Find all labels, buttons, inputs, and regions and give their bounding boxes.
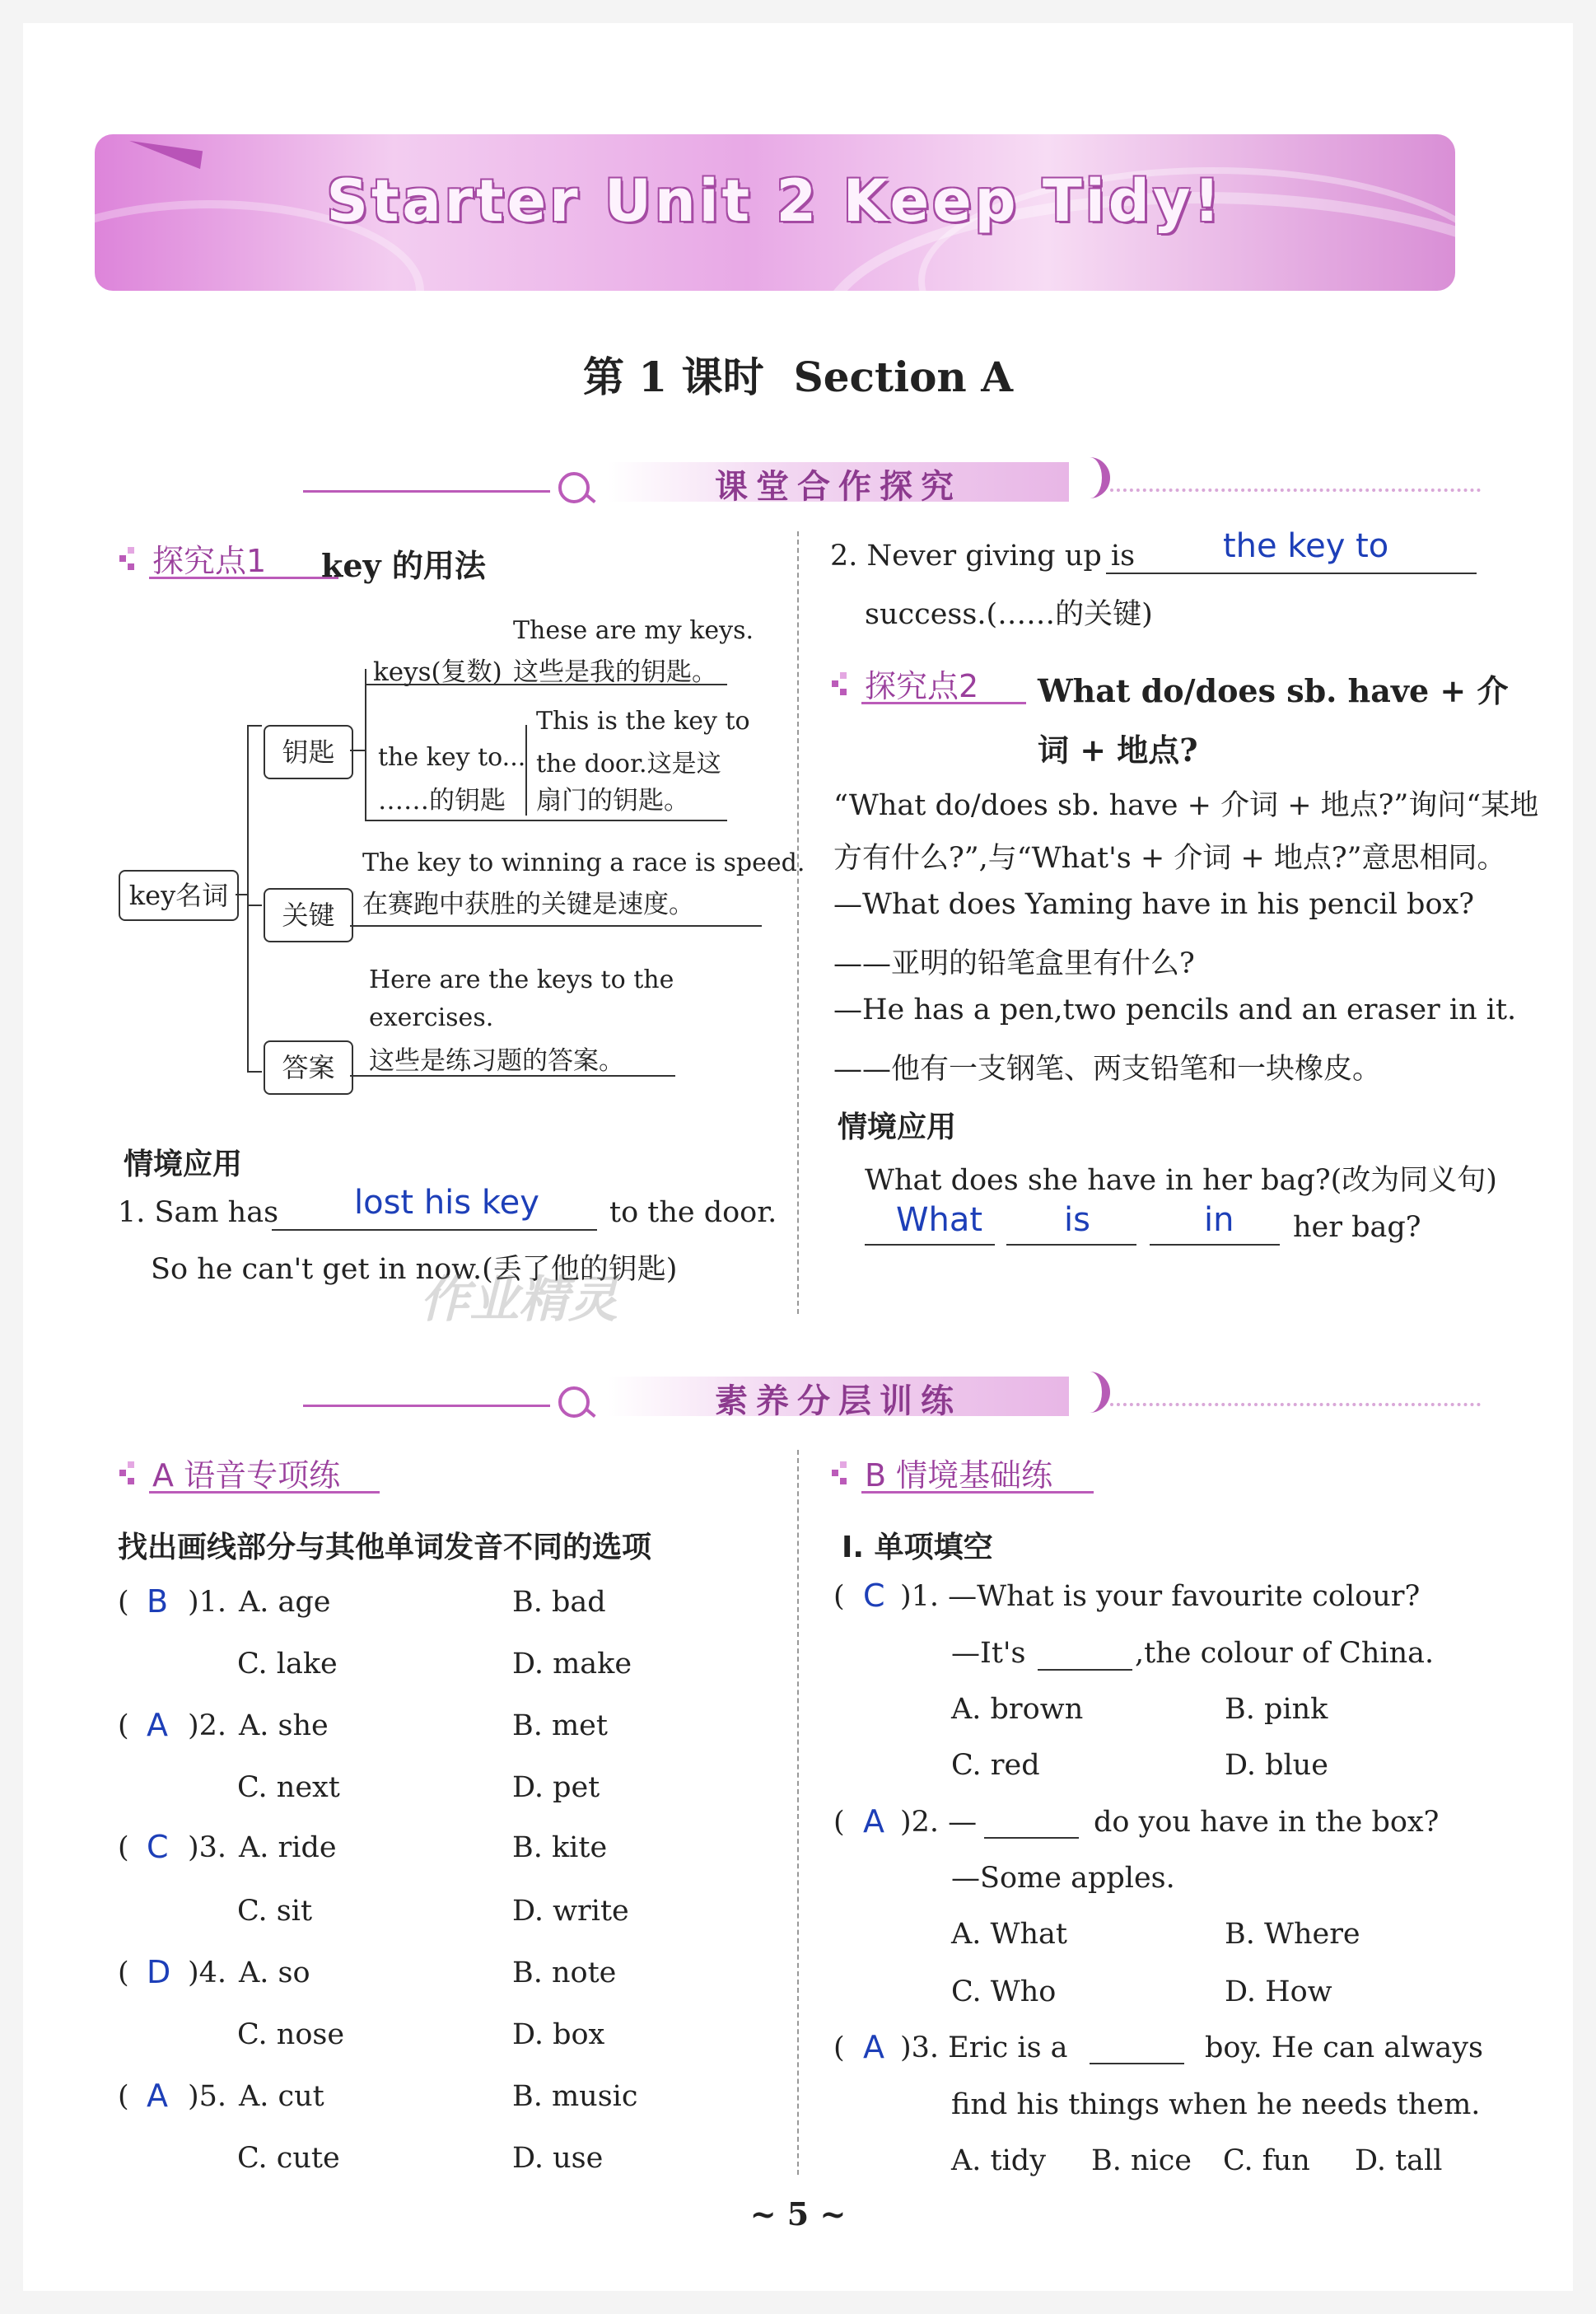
lesson-title: 第 1 课时 Section A — [583, 353, 1013, 401]
mindmap-root: key名词 — [119, 870, 239, 921]
section-header-2: 素养分层训练 — [303, 1372, 1481, 1421]
context-heading-left: 情境应用 — [124, 1148, 243, 1181]
section-header-1: 课堂合作探究 — [303, 457, 1481, 507]
page-number: ~ 5 ~ — [749, 2195, 847, 2232]
branch-answer: 答案 — [264, 1040, 353, 1095]
branch-key-point: 关键 — [264, 888, 353, 942]
answer-q1: lost his key — [354, 1184, 539, 1222]
answer-q2: the key to — [1223, 527, 1389, 565]
point1-title: key 的用法 — [321, 547, 486, 584]
magnifier-icon — [558, 472, 590, 503]
watermark: 作业精灵 — [420, 1271, 618, 1329]
unit-banner — [95, 134, 1455, 291]
unit-title: Starter Unit 2 Keep Tidy! — [326, 167, 1224, 235]
branch-key: 钥匙 — [264, 725, 353, 779]
context-heading-right: 情境应用 — [838, 1110, 957, 1144]
magnifier-icon — [558, 1386, 590, 1418]
